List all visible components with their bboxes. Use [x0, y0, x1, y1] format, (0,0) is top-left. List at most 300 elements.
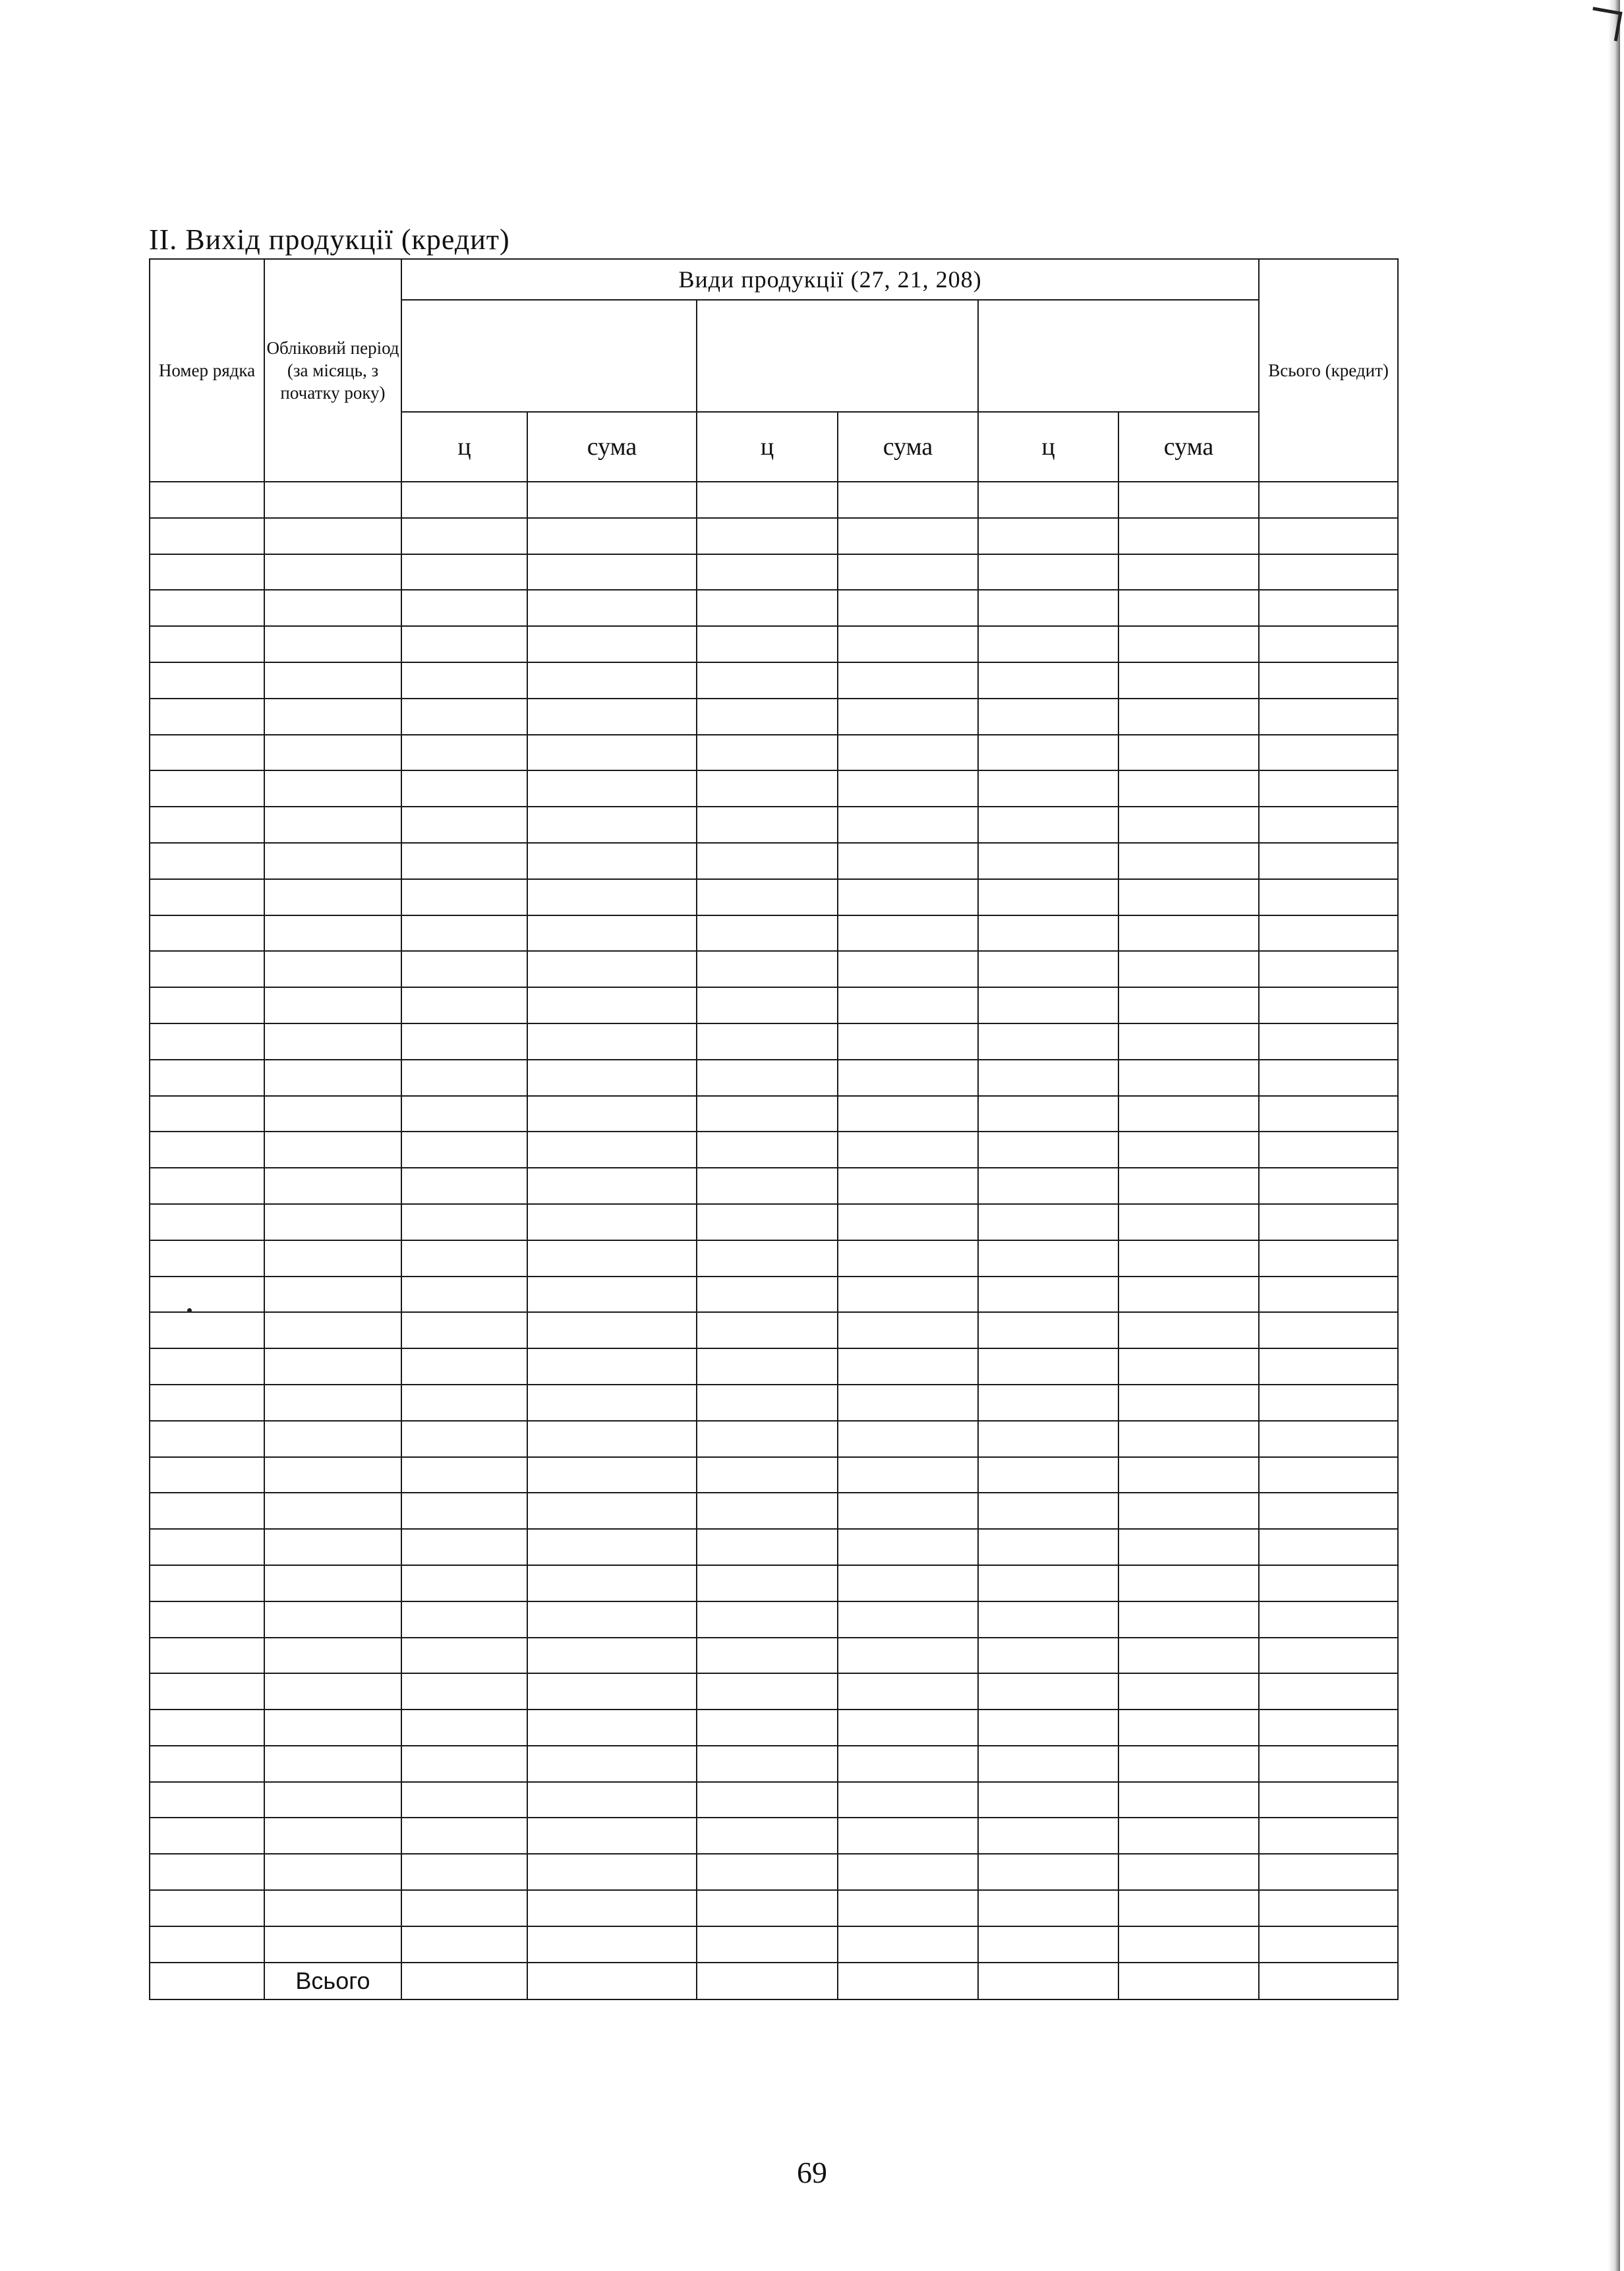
- table-cell: [697, 1204, 838, 1240]
- table-cell: [150, 1312, 264, 1348]
- table-cell: [838, 915, 978, 952]
- table-cell: [1118, 518, 1259, 554]
- table-cell: [401, 807, 527, 843]
- total-row: [150, 1963, 1398, 1999]
- table-cell: [527, 770, 697, 807]
- table-cell: [150, 1710, 264, 1746]
- product-1-name-cell: [401, 300, 697, 412]
- table-cell: [1259, 770, 1398, 807]
- table-cell: [697, 1782, 838, 1818]
- table-cell: [1259, 807, 1398, 843]
- table-cell: [401, 1023, 527, 1060]
- table-row: [150, 987, 1398, 1023]
- table-cell: [150, 554, 264, 590]
- table-cell: [150, 1673, 264, 1710]
- table-cell: [1118, 554, 1259, 590]
- table-cell: [150, 987, 264, 1023]
- table-cell: [1118, 770, 1259, 807]
- table-cell: [978, 1782, 1118, 1818]
- table-cell: [401, 879, 527, 915]
- table-cell: [264, 662, 401, 699]
- table-cell: [401, 1782, 527, 1818]
- table-cell: [401, 1312, 527, 1348]
- table-cell: [527, 662, 697, 699]
- table-cell: [697, 879, 838, 915]
- table-cell: [1118, 735, 1259, 771]
- table-cell: [1259, 1638, 1398, 1674]
- table-cell: [1259, 879, 1398, 915]
- table-row: [150, 1565, 1398, 1601]
- table-row: [150, 554, 1398, 590]
- table-cell: [264, 626, 401, 662]
- row-number-header: Номер рядка: [150, 259, 264, 482]
- table-row: [150, 1277, 1398, 1313]
- table-cell: [1259, 1565, 1398, 1601]
- table-cell: [150, 1348, 264, 1385]
- table-cell: [264, 1601, 401, 1638]
- table-cell: [1259, 518, 1398, 554]
- table-cell: [527, 735, 697, 771]
- table-row: [150, 807, 1398, 843]
- table-row: [150, 1890, 1398, 1926]
- table-cell: [978, 987, 1118, 1023]
- table-row: [150, 1385, 1398, 1421]
- table-cell: [1259, 1312, 1398, 1348]
- table-row: [150, 735, 1398, 771]
- table-cell: [838, 735, 978, 771]
- table-cell: [150, 1204, 264, 1240]
- table-cell: [401, 662, 527, 699]
- table-cell: [1118, 1060, 1259, 1096]
- table-cell: [1118, 1818, 1259, 1854]
- table-cell: [697, 1457, 838, 1493]
- table-cell: [697, 1060, 838, 1096]
- table-cell: [527, 1601, 697, 1638]
- table-cell: [697, 987, 838, 1023]
- table-cell: [401, 1638, 527, 1674]
- table-cell: [978, 1312, 1118, 1348]
- table-cell: [978, 1673, 1118, 1710]
- table-cell: [264, 1312, 401, 1348]
- table-cell: [527, 626, 697, 662]
- table-cell: [1259, 1096, 1398, 1132]
- table-cell: [150, 518, 264, 554]
- table-cell: [978, 1818, 1118, 1854]
- table-cell: [838, 1312, 978, 1348]
- table-cell: [838, 1890, 978, 1926]
- table-cell: [697, 626, 838, 662]
- table-cell: [264, 1457, 401, 1493]
- table-cell: [697, 1421, 838, 1457]
- table-cell: [697, 518, 838, 554]
- table-cell: [838, 1096, 978, 1132]
- table-row: [150, 1746, 1398, 1782]
- table-cell: [838, 554, 978, 590]
- table-cell: [697, 1673, 838, 1710]
- table-cell: [150, 951, 264, 987]
- table-cell: [1259, 482, 1398, 518]
- table-cell: [1259, 1348, 1398, 1385]
- table-cell: [697, 699, 838, 735]
- table-cell: [978, 1457, 1118, 1493]
- table-cell: [978, 1385, 1118, 1421]
- table-cell: [264, 482, 401, 518]
- product-types-header: Види продукції (27, 21, 208): [401, 259, 1259, 300]
- table-cell: [978, 1421, 1118, 1457]
- table-row: [150, 1601, 1398, 1638]
- table-row: [150, 770, 1398, 807]
- table-cell: [697, 1168, 838, 1204]
- table-cell: [527, 1168, 697, 1204]
- table-cell: [838, 1818, 978, 1854]
- table-cell: [150, 1277, 264, 1313]
- table-cell: [527, 518, 697, 554]
- table-cell: [401, 1421, 527, 1457]
- table-row: [150, 1638, 1398, 1674]
- table-cell: [527, 1638, 697, 1674]
- product-output-table: [149, 258, 1399, 2000]
- table-cell: [527, 1060, 697, 1096]
- table-cell: [264, 1818, 401, 1854]
- table-cell: [401, 554, 527, 590]
- table-row: [150, 1204, 1398, 1240]
- table-cell: [1118, 1023, 1259, 1060]
- table-row: [150, 482, 1398, 518]
- table-cell: [978, 1565, 1118, 1601]
- table-cell: [697, 590, 838, 626]
- table-cell: [1259, 626, 1398, 662]
- table-cell: [401, 699, 527, 735]
- table-row: [150, 1240, 1398, 1277]
- table-row: [150, 1457, 1398, 1493]
- table-cell: [401, 1818, 527, 1854]
- table-cell: [150, 1601, 264, 1638]
- table-cell: [264, 1204, 401, 1240]
- table-cell: [527, 1385, 697, 1421]
- table-row: [150, 843, 1398, 879]
- table-cell: [1259, 1277, 1398, 1313]
- table-cell: [978, 554, 1118, 590]
- table-cell: [264, 1385, 401, 1421]
- table-cell: [1259, 1385, 1398, 1421]
- total-row-label: Всього: [264, 1963, 401, 1999]
- table-cell: [527, 1277, 697, 1313]
- table-cell: [264, 807, 401, 843]
- table-cell: [838, 1746, 978, 1782]
- total-row-number-cell: [150, 1963, 264, 1999]
- table-cell: [1259, 1746, 1398, 1782]
- table-cell: [1118, 1638, 1259, 1674]
- table-cell: [1118, 1457, 1259, 1493]
- table-cell: [401, 1601, 527, 1638]
- table-cell: [150, 735, 264, 771]
- table-cell: [978, 590, 1118, 626]
- table-cell: [838, 1457, 978, 1493]
- table-cell: [697, 482, 838, 518]
- table-cell: [527, 699, 697, 735]
- table-cell: [401, 770, 527, 807]
- table-cell: [401, 1385, 527, 1421]
- table-row: [150, 662, 1398, 699]
- table-cell: [1118, 915, 1259, 952]
- table-cell: [1118, 1854, 1259, 1890]
- product-2-amount-header: сума: [838, 412, 978, 482]
- table-cell: [264, 1782, 401, 1818]
- table-cell: [978, 1060, 1118, 1096]
- table-cell: [401, 1060, 527, 1096]
- table-cell: [264, 518, 401, 554]
- table-cell: [527, 1023, 697, 1060]
- table-cell: [150, 1240, 264, 1277]
- table-cell: [838, 1132, 978, 1168]
- table-cell: [150, 662, 264, 699]
- table-row: [150, 626, 1398, 662]
- table-cell: [150, 1638, 264, 1674]
- page-number: 69: [797, 2156, 827, 2189]
- table-cell: [401, 1529, 527, 1565]
- section-title: II. Вихід продукції (кредит): [149, 223, 510, 256]
- table-cell: [978, 1204, 1118, 1240]
- table-cell: [697, 1312, 838, 1348]
- table-cell: [401, 1348, 527, 1385]
- table-row: [150, 1421, 1398, 1457]
- table-cell: [1118, 1710, 1259, 1746]
- table-cell: [838, 951, 978, 987]
- table-cell: [527, 1818, 697, 1854]
- table-cell: [527, 879, 697, 915]
- table-cell: [150, 590, 264, 626]
- table-cell: [838, 1385, 978, 1421]
- table-cell: [1259, 1529, 1398, 1565]
- table-cell: [1259, 1421, 1398, 1457]
- total-cell: [1118, 1963, 1259, 1999]
- table-cell: [838, 1493, 978, 1529]
- table-cell: [150, 1060, 264, 1096]
- table-cell: [527, 807, 697, 843]
- table-cell: [697, 735, 838, 771]
- table-cell: [150, 1782, 264, 1818]
- table-cell: [838, 1060, 978, 1096]
- period-header: Обліковий період (за місяць, з початку року): [264, 259, 401, 482]
- table-cell: [978, 626, 1118, 662]
- table-cell: [697, 1818, 838, 1854]
- table-cell: [838, 770, 978, 807]
- table-cell: [401, 1132, 527, 1168]
- table-cell: [401, 1890, 527, 1926]
- table-cell: [150, 626, 264, 662]
- table-cell: [264, 1710, 401, 1746]
- table-cell: [527, 1926, 697, 1963]
- table-cell: [264, 1240, 401, 1277]
- table-cell: [978, 1890, 1118, 1926]
- table-cell: [1118, 1132, 1259, 1168]
- table-cell: [978, 735, 1118, 771]
- table-cell: [150, 1529, 264, 1565]
- table-cell: [1259, 1240, 1398, 1277]
- table-cell: [264, 1854, 401, 1890]
- table-cell: [150, 1818, 264, 1854]
- table-cell: [1118, 1240, 1259, 1277]
- table-cell: [838, 1782, 978, 1818]
- table-cell: [150, 1926, 264, 1963]
- table-cell: [527, 1204, 697, 1240]
- table-cell: [1118, 1277, 1259, 1313]
- table-cell: [838, 518, 978, 554]
- table-cell: [978, 1926, 1118, 1963]
- table-cell: [697, 1493, 838, 1529]
- table-cell: [978, 1132, 1118, 1168]
- table-cell: [401, 951, 527, 987]
- table-cell: [527, 1348, 697, 1385]
- table-cell: [1118, 1673, 1259, 1710]
- table-cell: [838, 662, 978, 699]
- table-cell: [978, 1529, 1118, 1565]
- stray-ink-dot: [187, 1308, 192, 1313]
- table-cell: [838, 807, 978, 843]
- table-cell: [527, 1854, 697, 1890]
- table-cell: [978, 662, 1118, 699]
- table-cell: [697, 1348, 838, 1385]
- table-cell: [838, 1710, 978, 1746]
- table-cell: [150, 1132, 264, 1168]
- table-row: [150, 699, 1398, 735]
- table-cell: [838, 1204, 978, 1240]
- table-row: [150, 1854, 1398, 1890]
- table-cell: [401, 1710, 527, 1746]
- table-cell: [401, 1240, 527, 1277]
- table-cell: [401, 1168, 527, 1204]
- table-cell: [401, 987, 527, 1023]
- table-cell: [264, 1421, 401, 1457]
- table-cell: [1259, 1601, 1398, 1638]
- table-cell: [527, 1240, 697, 1277]
- table-cell: [1259, 1060, 1398, 1096]
- table-cell: [838, 482, 978, 518]
- table-cell: [150, 699, 264, 735]
- table-cell: [1259, 1204, 1398, 1240]
- table-cell: [1118, 1312, 1259, 1348]
- table-row: [150, 1312, 1398, 1348]
- table-cell: [150, 1421, 264, 1457]
- table-cell: [401, 518, 527, 554]
- total-cell: [697, 1963, 838, 1999]
- table-cell: [150, 1493, 264, 1529]
- table-cell: [264, 1096, 401, 1132]
- scan-page-edge: [1608, 0, 1620, 2271]
- table-cell: [978, 951, 1118, 987]
- table-cell: [697, 1385, 838, 1421]
- table-cell: [1259, 1168, 1398, 1204]
- table-row: [150, 879, 1398, 915]
- table-cell: [1118, 662, 1259, 699]
- table-cell: [1118, 482, 1259, 518]
- table-cell: [1118, 1204, 1259, 1240]
- table-cell: [401, 1565, 527, 1601]
- table-cell: [697, 1890, 838, 1926]
- table-cell: [1118, 843, 1259, 879]
- table-cell: [697, 1240, 838, 1277]
- table-cell: [527, 1421, 697, 1457]
- table-cell: [527, 1673, 697, 1710]
- table-cell: [150, 1023, 264, 1060]
- table-cell: [264, 1746, 401, 1782]
- product-2-name-cell: [697, 300, 978, 412]
- product-3-amount-header: сума: [1118, 412, 1259, 482]
- table-row: [150, 1926, 1398, 1963]
- table-row: [150, 1096, 1398, 1132]
- table-cell: [150, 1854, 264, 1890]
- table-cell: [264, 699, 401, 735]
- table-cell: [401, 1926, 527, 1963]
- table-cell: [978, 699, 1118, 735]
- table-cell: [1259, 1132, 1398, 1168]
- table-cell: [1118, 626, 1259, 662]
- table-cell: [978, 1348, 1118, 1385]
- table-cell: [401, 843, 527, 879]
- table-cell: [527, 590, 697, 626]
- table-cell: [978, 482, 1118, 518]
- table-cell: [527, 1132, 697, 1168]
- table-cell: [150, 1746, 264, 1782]
- table-cell: [1118, 1493, 1259, 1529]
- table-cell: [697, 843, 838, 879]
- table-cell: [838, 1601, 978, 1638]
- table-row: [150, 1818, 1398, 1854]
- table-cell: [527, 1312, 697, 1348]
- table-cell: [401, 915, 527, 952]
- table-cell: [1118, 1168, 1259, 1204]
- table-cell: [697, 1854, 838, 1890]
- table-cell: [838, 626, 978, 662]
- table-cell: [1118, 1782, 1259, 1818]
- total-cell: [401, 1963, 527, 1999]
- table-cell: [978, 915, 1118, 952]
- table-cell: [264, 770, 401, 807]
- table-cell: [978, 1168, 1118, 1204]
- table-row: [150, 1132, 1398, 1168]
- table-cell: [978, 1638, 1118, 1674]
- table-cell: [838, 1565, 978, 1601]
- table-cell: [264, 590, 401, 626]
- table-cell: [838, 590, 978, 626]
- table-cell: [401, 1457, 527, 1493]
- table-cell: [150, 770, 264, 807]
- table-cell: [527, 1710, 697, 1746]
- table-row: [150, 951, 1398, 987]
- table-body: [150, 482, 1398, 1999]
- table-cell: [1259, 987, 1398, 1023]
- table-cell: [697, 1746, 838, 1782]
- table-cell: [1259, 1782, 1398, 1818]
- table-cell: [978, 1710, 1118, 1746]
- table-cell: [527, 554, 697, 590]
- table-cell: [527, 482, 697, 518]
- product-2-quantity-header: ц: [697, 412, 838, 482]
- total-cell: [1259, 1963, 1398, 1999]
- table-cell: [1118, 1529, 1259, 1565]
- table-cell: [401, 590, 527, 626]
- table-cell: [527, 1782, 697, 1818]
- table-cell: [978, 1493, 1118, 1529]
- table-cell: [697, 951, 838, 987]
- table-cell: [1118, 879, 1259, 915]
- table-cell: [1259, 1818, 1398, 1854]
- table-cell: [697, 1926, 838, 1963]
- table-cell: [1118, 1348, 1259, 1385]
- table-cell: [1118, 951, 1259, 987]
- table-cell: [1259, 590, 1398, 626]
- table-cell: [1118, 699, 1259, 735]
